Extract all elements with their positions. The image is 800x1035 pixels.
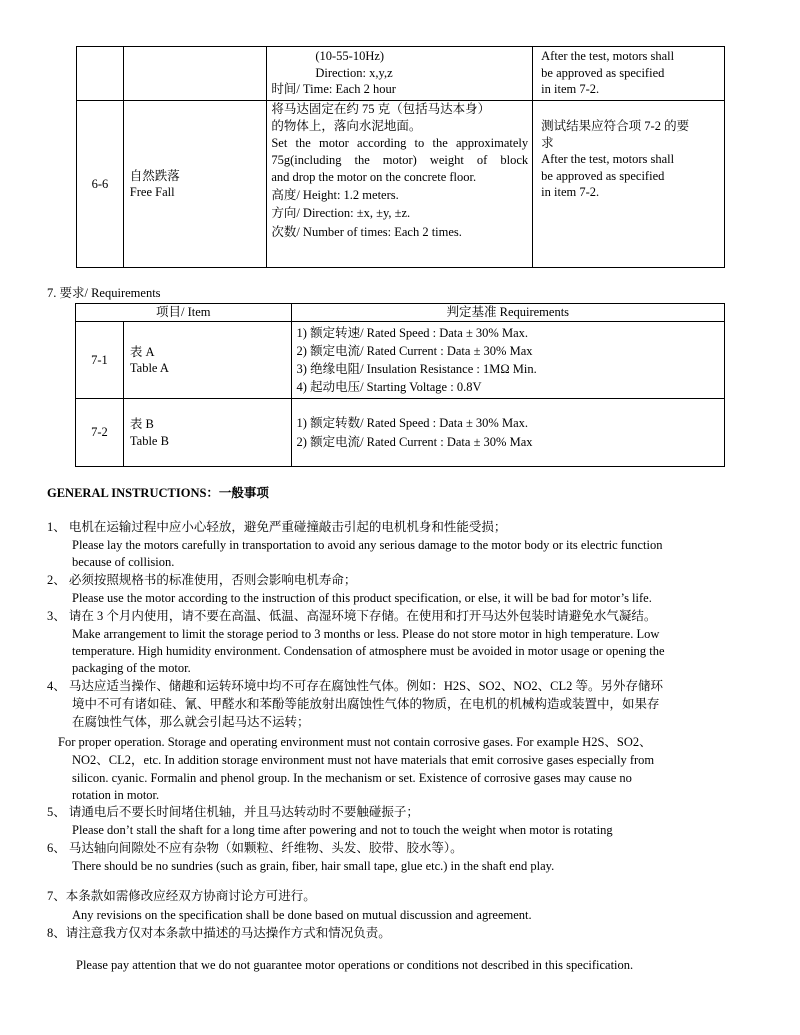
result-line: After the test, motors shall xyxy=(541,49,675,63)
test-no-cell xyxy=(77,101,124,268)
method-line: (10-55-10Hz) xyxy=(315,49,385,63)
req-name-en: Table A xyxy=(129,361,169,375)
table-row xyxy=(76,322,725,399)
header-requirements: 判定基准 Requirements xyxy=(291,304,724,322)
method-line: 方向/ Direction: ±x, ±y, ±z. xyxy=(271,206,411,220)
test-name-zh: 自然跌落 xyxy=(129,168,180,183)
instruction-en: silicon. cyanic. Formalin and phenol group. In the mechanism or set. Existence of corrosive gases may cause no xyxy=(72,771,632,785)
req-line: 1) 额定转速/ Rated Speed : Data ± 30% Max. xyxy=(296,326,529,340)
table-row xyxy=(77,101,725,268)
test-table xyxy=(76,46,725,268)
instruction-zh: 6、 马达轴向间隙处不应有杂物（如颗粒、纤维物、头发、胶带、胶水等）。 xyxy=(47,841,463,855)
result-line: 测试结果应符合项 7-2 的要 xyxy=(541,119,690,133)
test-result-cell xyxy=(533,47,725,101)
instruction-en: Please use the motor according to the instruction of this product specification, or else, it will be bad for motor’s life. xyxy=(72,591,652,605)
req-line: 2) 额定电流/ Rated Current : Data ± 30% Max xyxy=(296,434,533,449)
instruction-en: rotation in motor. xyxy=(72,788,160,802)
instruction-en: Please lay the motors carefully in transportation to avoid any serious damage to the motor body or its electric function xyxy=(72,538,663,552)
table-header-row xyxy=(76,304,725,322)
instruction-en: because of collision. xyxy=(72,555,175,569)
method-line: Set the motor according to the approximately xyxy=(271,136,529,150)
method-line: 将马达固定在约 75 克（包括马达本身） xyxy=(271,102,491,116)
instruction-zh: 在腐蚀性气体，那么就会引起马达不运转； xyxy=(72,715,310,729)
instruction-en: Any revisions on the specification shall be done based on mutual discussion and agreement. xyxy=(72,908,532,922)
instruction-zh: 4、 马达应适当操作、储趣和运转环境中均不可存在腐蚀性气体。例如：H2S、SO2、NO2、CL2 等。另外存储环 xyxy=(47,679,663,693)
req-name-cell xyxy=(123,322,291,399)
requirements-title: 7. 要求/ Requirements xyxy=(47,286,161,300)
general-title: GENERAL INSTRUCTIONS：一般事项 xyxy=(47,486,269,500)
req-line: 2) 额定电流/ Rated Current : Data ± 30% Max xyxy=(296,344,533,358)
req-line: 1) 额定转数/ Rated Speed : Data ± 30% Max. xyxy=(296,415,529,430)
table-row xyxy=(76,399,725,467)
method-line: 的物体上，落向水泥地面。 xyxy=(271,119,422,133)
result-line: in item 7-2. xyxy=(541,185,600,199)
test-method-cell xyxy=(267,101,533,268)
method-line: and drop the motor on the concrete floor. xyxy=(271,170,477,184)
instruction-zh: 5、 请通电后不要长时间堵住机轴，并且马达转动时不要触碰振子； xyxy=(47,805,419,819)
result-line: 求 xyxy=(541,135,554,150)
instruction-en: Please pay attention that we do not guarantee motor operations or conditions not described in this specification. xyxy=(76,958,634,972)
instruction-en: For proper operation. Storage and operating environment must not contain corrosive gases. For example H2S、SO2、 xyxy=(58,735,652,749)
instruction-en: NO2、CL2，etc. In addition storage environment must not have materials that emit corrosive gases especially from xyxy=(72,753,655,767)
test-name-cell xyxy=(123,101,267,268)
instruction-zh: 8、请注意我方仅对本条款中描述的马达操作方式和情况负责。 xyxy=(47,926,391,940)
req-criteria-cell xyxy=(291,399,724,467)
req-no: 7-1 xyxy=(76,322,124,399)
test-no: 6-6 xyxy=(91,176,109,191)
req-name-cell xyxy=(123,399,291,467)
method-line: 75g(including the motor) weight of block xyxy=(271,153,529,167)
test-name-en: Free Fall xyxy=(129,185,175,199)
instruction-en: Make arrangement to limit the storage period to 3 months or less. Please do not store motor in high temperature. Low xyxy=(72,627,660,641)
table-row xyxy=(77,47,725,101)
instruction-zh: 7、本条款如需修改应经双方协商讨论方可进行。 xyxy=(47,889,316,903)
test-name-cell xyxy=(123,47,267,101)
method-line: Direction: x,y,z xyxy=(315,65,393,80)
instruction-en: Please don’t stall the shaft for a long time after powering and not to touch the weight when motor is rotating xyxy=(72,823,613,837)
result-line: be approved as specified xyxy=(541,65,665,80)
test-result-cell xyxy=(533,101,725,268)
method-line: 时间/ Time: Each 2 hour xyxy=(271,82,396,96)
test-no-cell xyxy=(77,47,124,101)
instruction-zh: 3、 请在 3 个月内使用，请不要在高温、低温、高湿环境下存储。在使用和打开马达外包装时请避免水气凝结。 xyxy=(47,609,657,623)
method-line: 高度/ Height: 1.2 meters. xyxy=(271,188,399,202)
result-line: After the test, motors shall xyxy=(541,152,675,166)
test-method-cell xyxy=(267,47,533,101)
req-no: 7-2 xyxy=(76,399,124,467)
instruction-zh: 1、 电机在运输过程中应小心轻放，避免严重碰撞敲击引起的电机机身和性能受损； xyxy=(47,520,507,534)
requirements-table xyxy=(75,303,725,467)
req-line: 3) 绝缘电阻/ Insulation Resistance : 1MΩ Min. xyxy=(296,362,537,376)
instruction-zh: 2、 必须按照规格书的标准使用，否则会影响电机寿命； xyxy=(47,573,357,587)
req-name-zh: 表 B xyxy=(129,417,154,431)
method-line: 次数/ Number of times: Each 2 times. xyxy=(271,225,462,239)
instruction-en: There should be no sundries (such as grain, fiber, hair small tape, glue etc.) in the shaft end play. xyxy=(72,859,555,873)
instruction-en: temperature. High humidity environment. Condensation of atmosphere must be avoided in motor usage or opening the xyxy=(72,644,665,658)
instruction-zh: 境中不可有诸如硅、氰、甲醛水和苯酚等能放射出腐蚀性气体的物质，在电机的机械构造或装置中，如果存 xyxy=(72,697,660,711)
req-name-zh: 表 A xyxy=(129,344,155,359)
instruction-en: packaging of the motor. xyxy=(72,661,191,675)
req-name-en: Table B xyxy=(129,433,169,448)
header-item: 项目/ Item xyxy=(76,304,292,322)
result-line: be approved as specified xyxy=(541,168,665,183)
result-line: in item 7-2. xyxy=(541,82,600,96)
req-criteria-cell xyxy=(291,322,724,399)
req-line: 4) 起动电压/ Starting Voltage : 0.8V xyxy=(296,380,482,394)
